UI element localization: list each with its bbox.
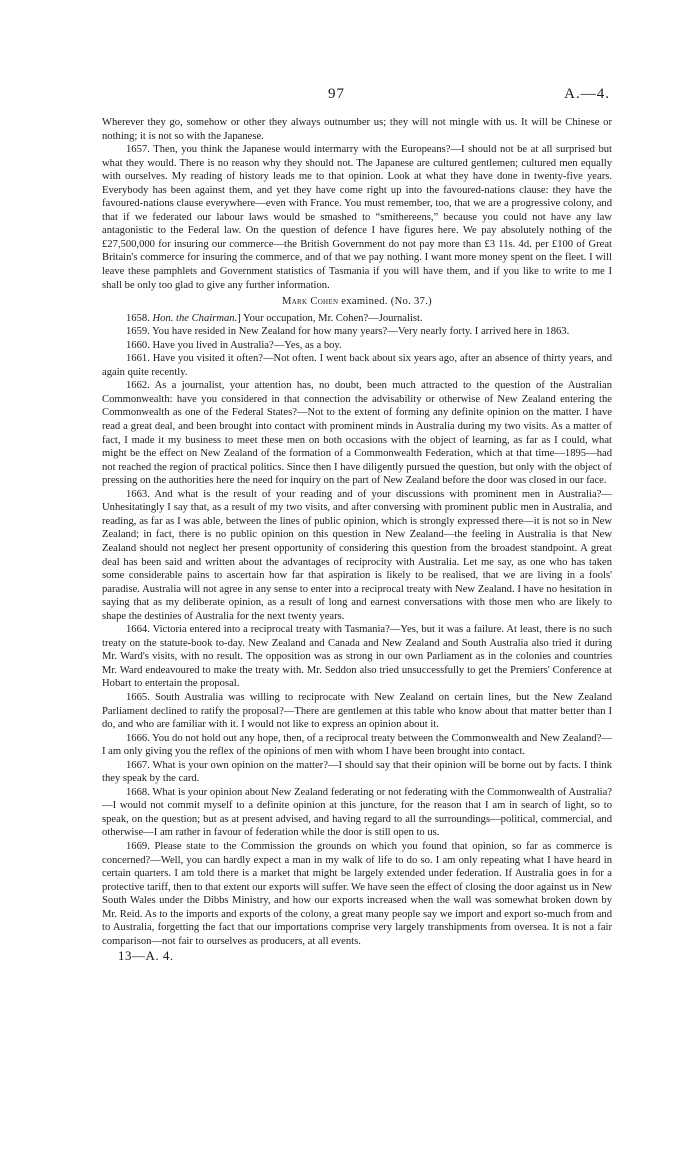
paragraph-1668: 1668. What is your opinion about New Zealand federating or not federating with the Commonwealth of Australia?—I would not commit myself to a definite opinion at this juncture, for the reason that I am in search of light, so to speak, on the question; but as at present advised, and having regard to all the surroundings—political, commercial, and otherwise—I am rather in favour of federation while the door is still open to us. <box>102 786 612 839</box>
paragraph-1659: 1659. You have resided in New Zealand for how many years?—Very nearly forty. I arrived here in 1863. <box>126 326 570 338</box>
paragraph-1663: 1663. And what is the result of your reading and of your discussions with prominent men in Australia?—Unhesitatingly I say that, as a result of my two visits, and after conversing with prominent public men in Australia, and reading, as far as I was able, between the lines of public opinion, which is strongly expressed there—it is not so in New Zealand; in fact, there is no public opinion on this question in New Zealand—the feeling in Australia is that New Zealand should not neglect her present opportunity of considering this question from the broadest standpoint. A great deal has been said and written about the advantages of reciprocity with Australia. Let me say, as one who has taken some considerable pains to ascertain how far that aspiration is likely to be realised, that we are living in a fools' paradise. Australia will not agree in any sense to enter into a reciprocal treaty with New Zealand. I have no hesitation in saying that as my deliberate opinion, as a result of long and earnest conversations with those men who are likely to shape the destinies of Australia for the next twenty years. <box>102 488 612 622</box>
paragraph-1664: 1664. Victoria entered into a reciprocal treaty with Tasmania?—Yes, but it was a failure. At least, there is no such treaty on the statute-book to-day. New Zealand and Canada and New Zealand and South Australia also tried it during Mr. Ward's visits, with no result. The opposition was as strong in our own Parliament as in the colonies and countries Mr. Ward endeavoured to make the treaty with. Mr. Seddon also tried unsuccessfully to get the Premiers' Conference at Hobart to entertain the proposal. <box>102 624 612 690</box>
examination-heading <box>102 295 612 309</box>
paragraph-1661: 1661. Have you visited it often?—Not often. I went back about six years ago, after an absence of thirty years, and again quite recently. <box>102 353 612 378</box>
paragraph-1665: 1665. South Australia was willing to reciprocate with New Zealand on certain lines, but the New Zealand Parliament declined to ratify the proposal?—There are gentlemen at this table who know about that matter better than I do, and who are familiar with it. I would not like to express an opinion about it. <box>102 691 612 731</box>
speaker-name: Hon. the Chairman. <box>152 312 238 324</box>
question-text: ] Your occupation, Mr. Cohen?—Journalist. <box>237 312 423 324</box>
document-reference: A.—4. <box>564 86 610 102</box>
paragraph-1658 <box>102 312 612 326</box>
paragraph-1660: 1660. Have you lived in Australia?—Yes, as a boy. <box>126 339 342 351</box>
paragraph-1657: 1657. Then, you think the Japanese would intermarry with the Europeans?—I should not be at all surprised but what they would. There is no reason why they should not. The Japanese are cultured gentlemen; cultured men equally with ourselves. My reading of history leads me to that opinion. Look at what they have done in twenty-five years. Everybody has been against them, and yet they have come right up into the favoured-nations clause: they have the favoured-nations clause everywhere—even with France. You must remember, too, that we are a progressive colony, and that if we federated our labour laws would be smashed to “smithereens,” because you could not have any law antagonistic to the Federal law. On the question of defence I have figures here. We pay absolutely nothing of the £27,500,000 for insuring our commerce—the British Government do not pay more than £3 11s. 4d. per £100 of Great Britain's commerce for insuring the commerce, and of that we pay nothing. I want more money spent on the fleet. I will leave these pamphlets and Government statistics of Tasmania if you will have them, and if you like to write to me I shall be only too glad to give any further information. <box>102 144 612 291</box>
paragraph-continuation: Wherever they go, somehow or other they always outnumber us; they will not mingle with us. It will be Chinese or nothing; it is not so with the Japanese. <box>102 117 612 142</box>
signature-mark: 13—A. 4. <box>118 948 174 964</box>
page-number: 97 <box>328 86 345 102</box>
question-number: 1658. <box>126 312 153 324</box>
paragraph-1662: 1662. As a journalist, your attention has, no doubt, been much attracted to the question of the Australian Commonwealth: have you considered in that connection the advisability or otherwise of New Zealand entering the Commonwealth as one of the Federal States?—Not to the extent of forming any definite opinion on the matter. I have read a great deal, and been brought into contact with prominent minds in Australia during my two visits. As a matter of fact, I made it my business to meet these men on both occasions with the object of learning, as far as I could, what might be the effect on New Zealand of the formation of a Commonwealth Federation, which at that time—1895—had not reached the region of practical politics. Since then I have diligently pursued the question, but only with the object of pressing on the authorities here the need for inquiry on the part of New Zealand before the door was closed in our face. <box>102 380 612 487</box>
page-header <box>102 88 612 112</box>
paragraph-1669: 1669. Please state to the Commission the grounds on which you found that opinion, so far as commerce is concerned?—Well, you can hardly expect a man in my walk of life to do so. I am only repeating what I have heard in certain quarters. I am told there is a market that might be largely extended under federation. If Australia goes in for a protective tariff, then to that extent our exports will suffer. We have seen the effect of closing the door against us in New South Wales under the Dibbs Ministry, and how our exports increased when the wall was somewhat broken down by Mr. Reid. As to the imports and exports of the colony, a great many people say we import and export so-much from and to Australia, forgetting the fact that our importations comprise very largely transhipments from oversea. It is not a fair comparison—not fair to ourselves as producers, at all events. <box>102 840 612 947</box>
examination-number: examined. (No. 37.) <box>338 296 433 308</box>
paragraph-1667: 1667. What is your own opinion on the matter?—I should say that their opinion will be borne out by facts. I think they speak by the card. <box>102 759 612 785</box>
witness-name: Mark Cohen <box>281 296 339 308</box>
paragraph-1666: 1666. You do not hold out any hope, then, of a reciprocal treaty between the Commonwealth and New Zealand?—I am only giving you the reflex of the opinions of men with whom I have been brought into contact. <box>102 732 612 758</box>
